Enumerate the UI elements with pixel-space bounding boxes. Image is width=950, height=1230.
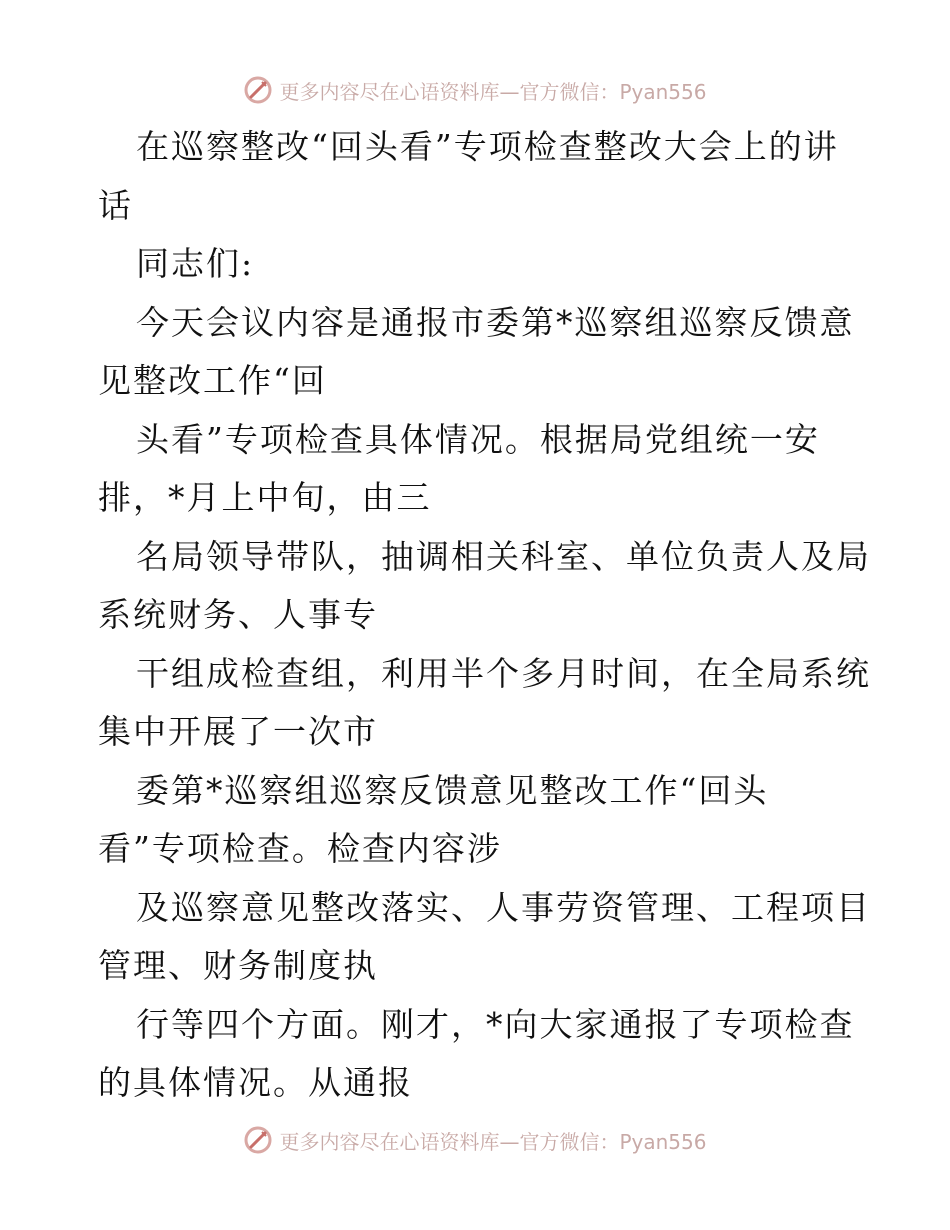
paragraph-line: 的具体情况。从通报 (98, 1063, 413, 1102)
paragraph-line: 委第*巡察组巡察反馈意见整改工作“回头 (136, 770, 769, 810)
paragraph-line: 集中开展了一次市 (98, 712, 378, 751)
paragraph-line: 干组成检查组，利用半个多月时间，在全局系统 (136, 653, 871, 693)
paragraph-line: 今天会议内容是通报市委第*巡察组巡察反馈意 (136, 302, 855, 342)
paragraph-line: 排，*月上中旬，由三 (98, 478, 432, 517)
pen-logo-icon (243, 75, 273, 105)
paragraph-line: 及巡察意见整改落实、人事劳资管理、工程项目 (136, 887, 871, 927)
paragraph-line: 名局领导带队，抽调相关科室、单位负责人及局 (136, 536, 871, 576)
watermark-text: 更多内容尽在心语资料库—官方微信：Pyan556 (279, 79, 707, 104)
pen-logo-icon (243, 1125, 273, 1155)
paragraph-line: 系统财务、人事专 (98, 595, 378, 634)
paragraph-line: 管理、财务制度执 (98, 946, 378, 985)
paragraph-line: 见整改工作“回 (98, 361, 327, 400)
header-watermark-banner (0, 70, 950, 110)
title-line-1: 在巡察整改“回头看”专项检查整改大会上的讲 (136, 127, 839, 166)
salutation: 同志们: (136, 244, 255, 283)
watermark-text: 更多内容尽在心语资料库—官方微信：Pyan556 (279, 1129, 707, 1154)
paragraph-line: 行等四个方面。刚才，*向大家通报了专项检查 (136, 1004, 855, 1044)
paragraph-line: 看”专项检查。检查内容涉 (98, 829, 502, 868)
paragraph-line: 头看”专项检查具体情况。根据局党组统一安 (136, 419, 820, 459)
footer-watermark-banner (0, 1120, 950, 1160)
title-line-2: 话 (98, 185, 133, 225)
document-body (98, 118, 871, 1113)
